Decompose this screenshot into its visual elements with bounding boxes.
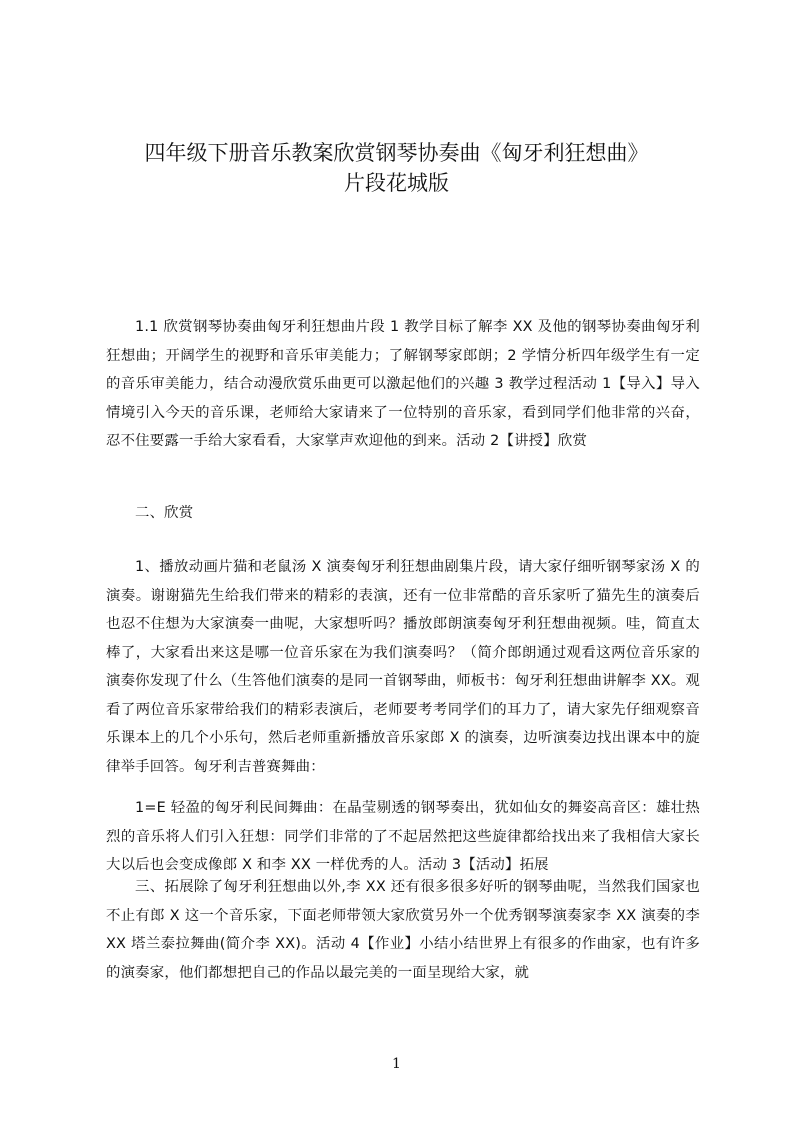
document-title: [90, 138, 703, 198]
title-line-2: 片段花城版: [344, 171, 449, 195]
paragraph-extension: 三、拓展除了匈牙利狂想曲以外,李 XX 还有很多很多好听的钢琴曲呢，当然我们国家也不止有郎 X 这一个音乐家，下面老师带领大家欣赏另外一个优秀钢琴演奏家李 XX 演奏的李 XX 塔兰泰拉舞曲(简介李 XX)。活动 4【作业】小结小结世界上有很多的作曲家，也有许多的演奏家，他们都想把自己的作品以最完美的一面呈现给大家，就: [106, 879, 700, 981]
paragraph-animation-playback: 1、播放动画片猫和老鼠汤 X 演奏匈牙利狂想曲剧集片段，请大家仔细听钢琴家汤 X 的演奏。谢谢猫先生给我们带来的精彩的表演，还有一位非常酷的音乐家听了猫先生的演奏后也忍不住想为大家演奏一曲呢，大家想听吗？播放郎朗演奏匈牙利狂想曲视频。哇，简直太棒了，大家看出来这是哪一位音乐家在为我们演奏吗？（简介郎朗通过观看这两位音乐家的演奏你发现了什么（生答他们演奏的是同一首钢琴曲，师板书：匈牙利狂想曲讲解李 XX。观看了两位音乐家带给我们的精彩表演后，老师要考考同学们的耳力了，请大家先仔细观察音乐课本上的几个小乐句，然后老师重新播放音乐家郎 X 的演奏，边听演奏边找出课本中的旋律举手回答。匈牙利吉普赛舞曲：: [106, 559, 700, 775]
paragraph-melody: 1=E 轻盈的匈牙利民间舞曲：在晶莹剔透的钢琴奏出，犹如仙女的舞姿高音区：雄壮热烈的音乐将人们引入狂想：同学们非常的了不起居然把这些旋律都给找出来了我相信大家长大以后也会变成像郎 X 和李 XX 一样优秀的人。活动 3【活动】拓展: [106, 800, 700, 873]
page-number: 1: [392, 1056, 401, 1072]
section-heading-appreciation: 二、欣赏: [135, 505, 194, 521]
title-line-1: 四年级下册音乐教案欣赏钢琴协奏曲《匈牙利狂想曲》: [144, 141, 649, 165]
paragraph-objectives: 1.1 欣赏钢琴协奏曲匈牙利狂想曲片段 1 教学目标了解李 XX 及他的钢琴协奏曲匈牙利狂想曲；开阔学生的视野和音乐审美能力；了解钢琴家郎朗；2 学情分析四年级学生有一定的音乐审美能力，结合动漫欣赏乐曲更可以激起他们的兴趣 3 教学过程活动 1【导入】导入情境引入今天的音乐课，老师给大家请来了一位特别的音乐家，看到同学们他非常的兴奋，忍不住要露一手给大家看看，大家掌声欢迎他的到来。活动 2【讲授】欣赏: [106, 319, 700, 449]
